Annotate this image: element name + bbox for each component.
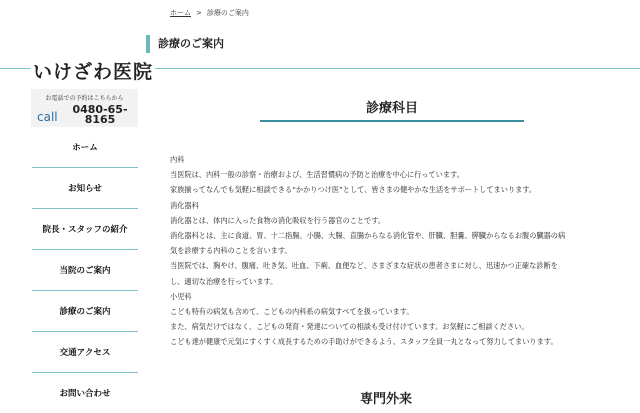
breadcrumb-current: 診療のご案内 — [206, 9, 249, 17]
nav-item-clinic-info[interactable]: 当院のご案内 — [32, 250, 138, 291]
phone-number[interactable] — [69, 105, 131, 125]
breadcrumb-separator: > — [196, 9, 202, 17]
nav-item-medical-info[interactable]: 診療のご案内 — [32, 291, 138, 332]
content-line: 家族揃ってなんでも気軽に相談できる“かかりつけ医”として、皆さまの健やかな生活をサポートしてまいります。 — [170, 185, 537, 195]
phone-number-line1: 0480-65- — [72, 103, 128, 116]
nav-item-home[interactable]: ホーム — [32, 127, 138, 168]
section-title: 診療科目 — [365, 101, 418, 116]
header-divider — [146, 68, 640, 69]
content-body — [170, 152, 625, 350]
section-title-underline — [260, 120, 524, 122]
content-line: また、病気だけではなく、こどもの発育・発達についての相談も受け付けています。お気軽にご相談ください。 — [170, 322, 529, 332]
nav-item-news[interactable]: お知らせ — [32, 168, 138, 209]
content-line: し、適切な治療を行っています。 — [170, 276, 278, 286]
page-heading: 診療のご案内 — [146, 35, 224, 53]
content-line: 当医院は、内科一般の診察・治療および、生活習慣病の予防と治療を中心に行っています。 — [170, 170, 464, 180]
content-line: こども達が健康で元気にすくすく成長するための手助けができるよう、スタッフ全員一丸となって努力してまいります。 — [170, 337, 558, 347]
breadcrumb-home-link[interactable]: ホーム — [170, 9, 191, 17]
call-label: call — [37, 110, 58, 124]
content-heading-gastro: 消化器科 — [170, 200, 199, 210]
content-line: 当医院では、胸やけ、腹痛、吐き気、吐血、下痢、血便など、さまざまな症状の患者さまに対し、迅速かつ正確な診断を — [170, 261, 558, 271]
phone-number-line2: 8165 — [84, 113, 116, 126]
phone-reservation-box[interactable] — [31, 89, 138, 127]
phone-note: お電話での予約はこちらから — [45, 95, 124, 102]
breadcrumb — [170, 8, 249, 18]
nav-item-access[interactable]: 交通アクセス — [32, 332, 138, 373]
content-line: 消化器とは、体内に入った食物の消化吸収を行う器官のことです。 — [170, 215, 386, 225]
next-section-title: 専門外来 — [360, 392, 413, 407]
content-line: こども特有の病気も含めて、こどもの内科系の病気すべてを扱っています。 — [170, 307, 414, 317]
site-logo[interactable]: いけざわ医院 — [31, 57, 155, 84]
nav-item-staff[interactable]: 院長・スタッフの紹介 — [32, 209, 138, 250]
nav-item-contact[interactable]: お問い合わせ — [59, 389, 111, 399]
content-heading-internal: 内科 — [170, 155, 185, 164]
content-heading-pediatrics: 小児科 — [170, 291, 192, 301]
content-line: 気を診療する内科のことを言います。 — [170, 246, 292, 256]
content-line: 消化器科とは、主に食道、胃、十二指腸、小腸、大腸、直腸からなる消化管や、肝臓、胆嚢、膵臓からなるお腹の臓器の病 — [170, 231, 566, 241]
sidebar-nav — [32, 127, 138, 413]
